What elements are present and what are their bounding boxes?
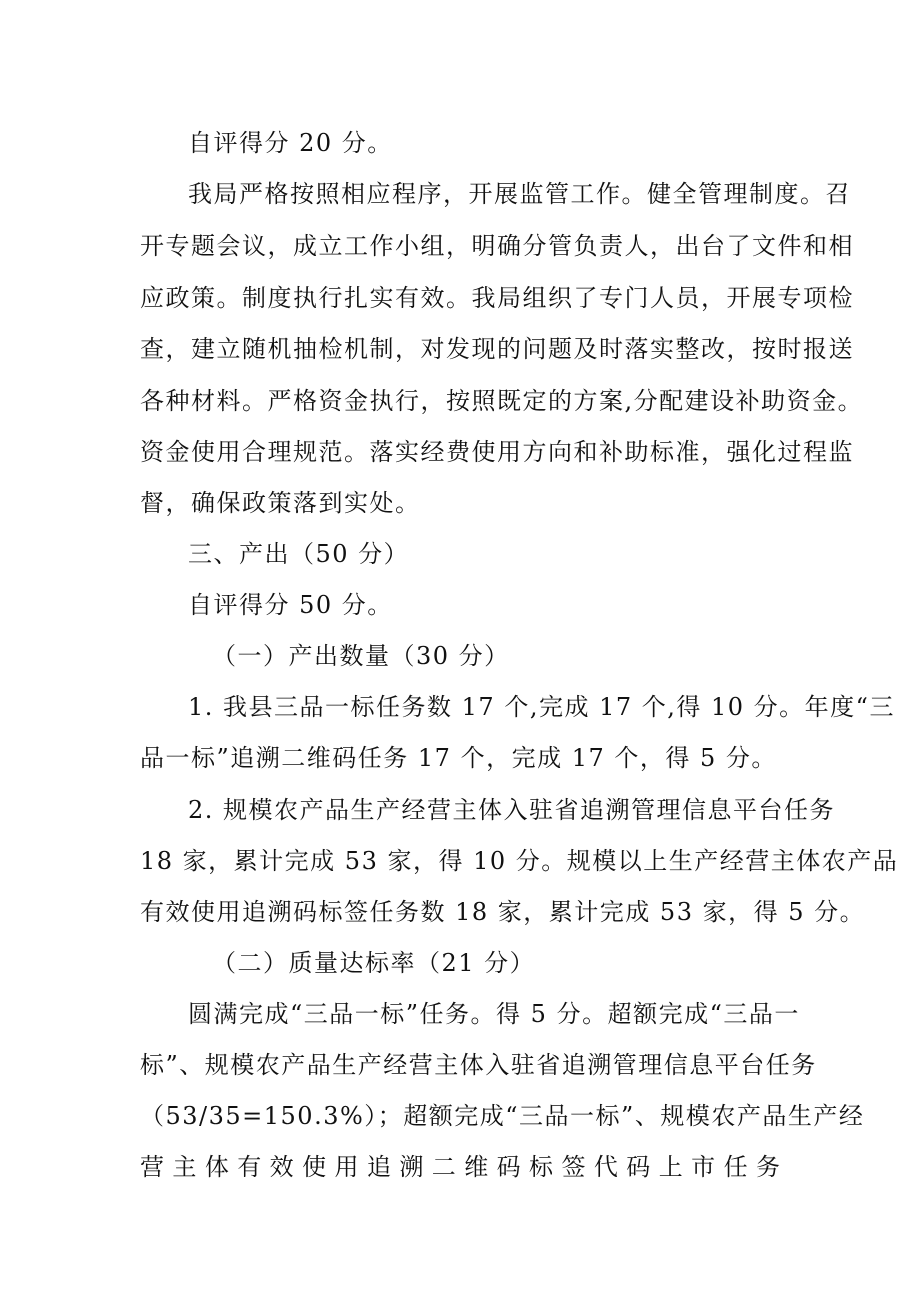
paragraph-line: 18 家，累计完成 53 家，得 10 分。规模以上生产经营主体农产品 — [140, 847, 899, 875]
paragraph-line: 我局严格按照相应程序，开展监管工作。健全管理制度。召 — [188, 180, 851, 208]
paragraph-line: 应政策。制度执行扎实有效。我局组织了专门人员，开展专项检 — [140, 284, 854, 312]
paragraph-line: 督，确保政策落到实处。 — [140, 489, 421, 517]
self-score-20: 自评得分 20 分。 — [188, 129, 393, 157]
subsection-heading-quality: （二）质量达标率（21 分） — [212, 949, 536, 977]
paragraph-line: 1. 我县三品一标任务数 17 个,完成 17 个,得 10 分。年度“三 — [188, 693, 895, 721]
paragraph-line: 2. 规模农产品生产经营主体入驻省追溯管理信息平台任务 — [188, 796, 836, 824]
paragraph-line: 圆满完成“三品一标”任务。得 5 分。超额完成“三品一 — [188, 1000, 800, 1028]
paragraph-line: 资金使用合理规范。落实经费使用方向和补助标准，强化过程监 — [140, 438, 854, 466]
paragraph-line: 各种材料。严格资金执行，按照既定的方案,分配建设补助资金。 — [140, 387, 864, 415]
section-heading-output: 三、产出（50 分） — [188, 540, 410, 568]
self-score-50: 自评得分 50 分。 — [188, 591, 393, 619]
paragraph-line: 营 主 体 有 效 使 用 追 溯 二 维 码 标 签 代 码 上 市 任 务 — [140, 1153, 780, 1181]
paragraph-line: （53/35=150.3%）；超额完成“三品一标”、规模农产品生产经 — [140, 1102, 865, 1130]
paragraph-line: 标”、规模农产品生产经营主体入驻省追溯管理信息平台任务 — [140, 1051, 817, 1079]
paragraph-line: 有效使用追溯码标签任务数 18 家，累计完成 53 家，得 5 分。 — [140, 898, 866, 926]
paragraph-line: 查，建立随机抽检机制，对发现的问题及时落实整改，按时报送 — [140, 335, 854, 363]
subsection-heading-quantity: （一）产出数量（30 分） — [212, 642, 510, 670]
paragraph-line: 开专题会议，成立工作小组，明确分管负责人，出台了文件和相 — [140, 232, 854, 260]
paragraph-line: 品一标”追溯二维码任务 17 个，完成 17 个，得 5 分。 — [140, 744, 777, 772]
